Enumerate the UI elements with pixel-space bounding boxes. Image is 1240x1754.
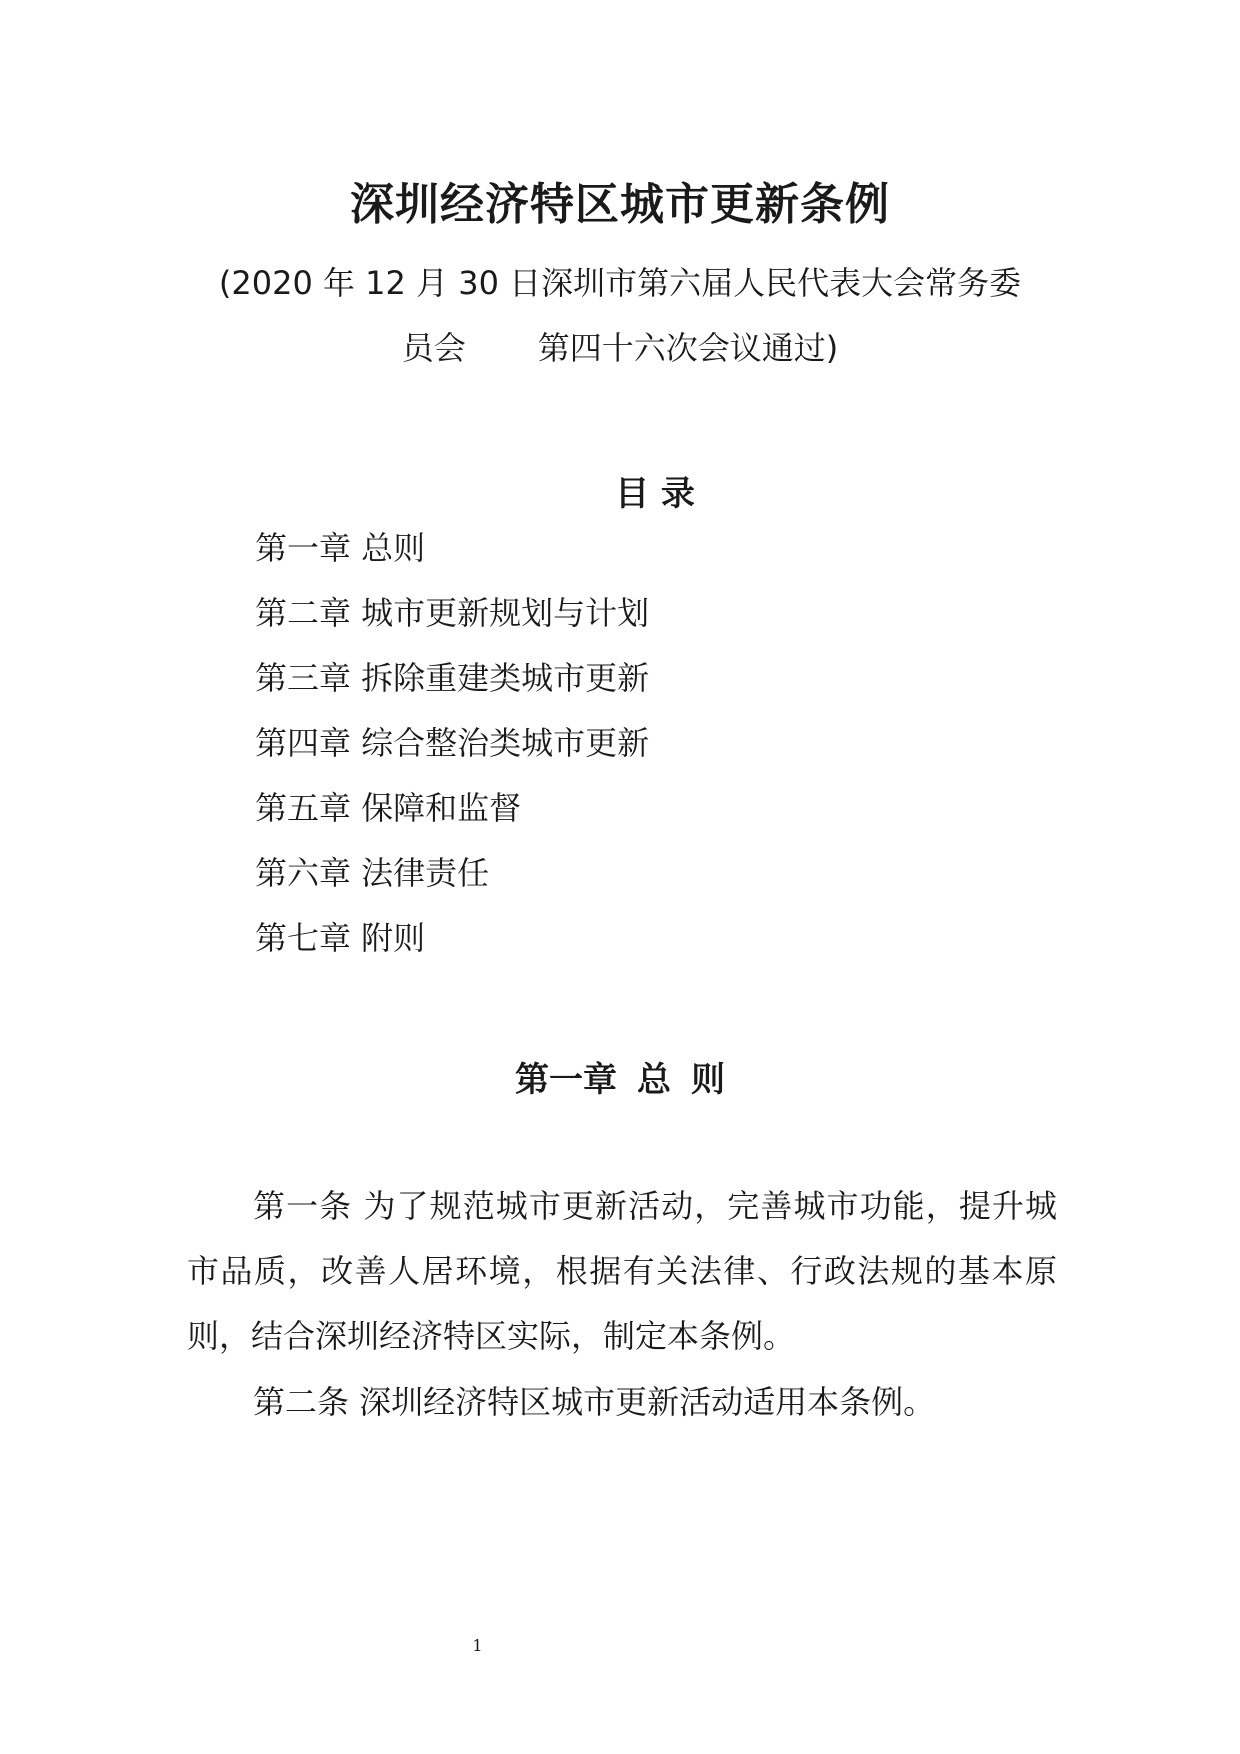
chapter-1-label: 第一章 xyxy=(515,1060,617,1100)
adoption-note-committee: 员会 xyxy=(401,329,466,367)
toc-item-chapter-3: 第三章 拆除重建类城市更新 xyxy=(255,659,650,697)
toc-item-chapter-7: 第七章 附则 xyxy=(255,919,426,957)
adoption-note-session: 第四十六次会议通过) xyxy=(537,329,839,367)
toc-item-chapter-5: 第五章 保障和监督 xyxy=(255,789,522,827)
toc-item-chapter-6: 第六章 法律责任 xyxy=(255,854,490,892)
table-of-contents xyxy=(255,528,649,983)
page-number: 1 xyxy=(472,1636,483,1655)
toc-item-chapter-1: 第一章 总则 xyxy=(255,529,426,567)
document-title: 深圳经济特区城市更新条例 xyxy=(350,179,890,230)
chapter-1-name-part-2: 则 xyxy=(691,1060,725,1100)
toc-item-chapter-4: 第四章 综合整治类城市更新 xyxy=(255,724,650,762)
article-2: 第二条 深圳经济特区城市更新活动适用本条例。 xyxy=(253,1383,936,1421)
chapter-1-name-part-1: 总 xyxy=(637,1060,671,1100)
adoption-note-line-1: (2020 年 12 月 30 日深圳市第六届人民代表大会常务委 xyxy=(218,264,1022,302)
adoption-note-line-2 xyxy=(0,323,1240,369)
chapter-1-heading xyxy=(0,1052,1240,1101)
toc-item-chapter-2: 第二章 城市更新规划与计划 xyxy=(255,594,650,632)
toc-heading: 目 录 xyxy=(615,474,695,514)
article-1: 第一条 为了规范城市更新活动，完善城市功能，提升城市品质，改善人居环境，根据有关法律、行政法规的基本原则，结合深圳经济特区实际，制定本条例。 xyxy=(187,1187,1057,1355)
